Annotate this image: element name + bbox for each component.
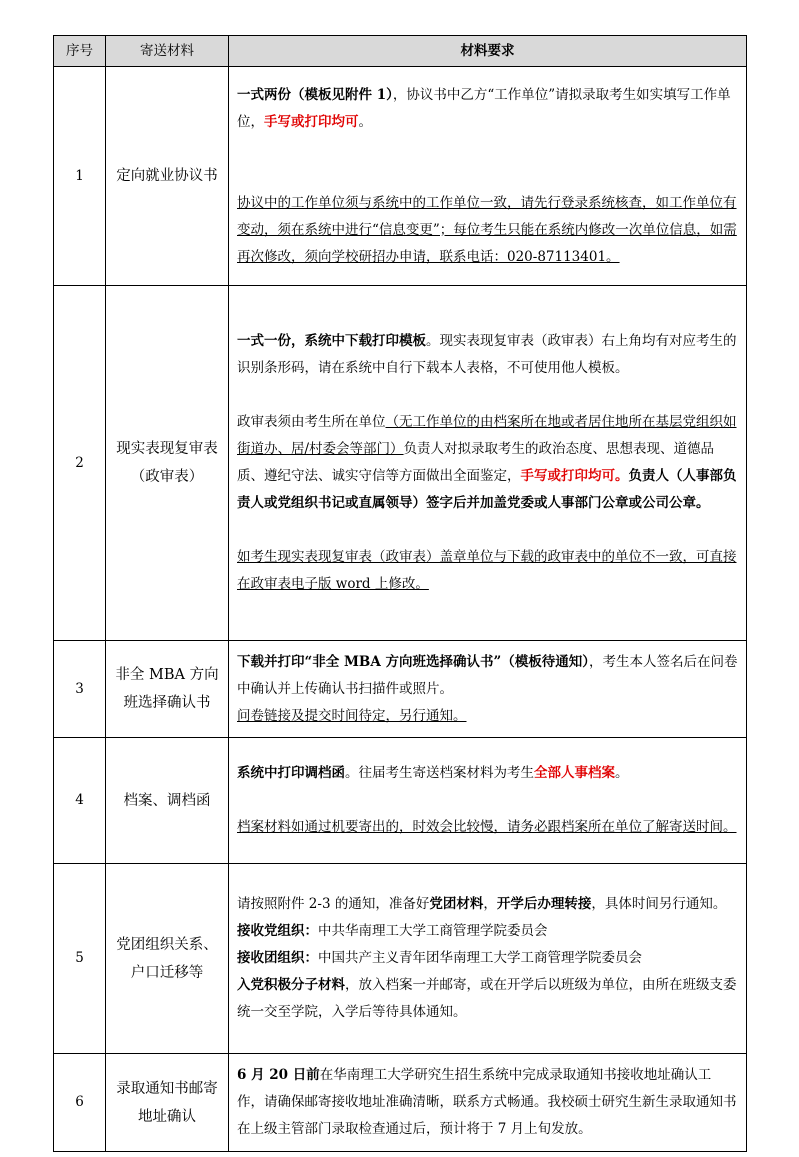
bold-text: 接收党组织： <box>237 923 318 939</box>
table-row <box>54 67 747 286</box>
highlight-text: 手写或打印均可 <box>264 113 359 130</box>
requirement-cell <box>229 641 747 738</box>
text: 。往届考生寄送档案材料为考生 <box>345 765 534 781</box>
text: 政审表须由考生所在单位 <box>237 414 386 430</box>
requirement-paragraph <box>237 760 738 787</box>
text: 负责人对拟录取考生的政治态度、思想表现、道德品质、遵纪守法、诚实守信等方面做出全面鉴定， <box>237 441 715 484</box>
table-row <box>54 864 747 1054</box>
text: ，具体时间另行通知。 <box>591 896 727 912</box>
row-number: 6 <box>54 1054 106 1152</box>
requirement-paragraph <box>237 328 738 382</box>
bold-text: 开学后办理转接 <box>496 896 592 912</box>
bold-text: 接收团组织： <box>237 950 318 966</box>
text: 在华南理工大学研究生招生系统中完成录取通知书接收地址确认工作，请确保邮寄接收地址准确清晰，联系方式畅通。我校硕士研究生新生录取通知书在上级主管部门录取检查通过后，预计将于 7 月上旬发放。 <box>237 1067 737 1137</box>
bold-text: 系统中打印调档函 <box>237 765 345 781</box>
row-number: 1 <box>54 67 106 286</box>
underlined-text: （无工作单位的由档案所在地或者居住地所在基层党组织如街道办、居/村委会等部门） <box>237 414 737 457</box>
text: 。现实表现复审表（政审表）右上角均有对应考生的识别条形码，请在系统中自行下载本人表格，不可使用他人模板。 <box>237 333 737 376</box>
text: 。 <box>358 113 372 130</box>
header-requirement: 材料要求 <box>229 36 747 67</box>
text: ，考生本人签名后在问卷中确认并上传确认书扫描件或照片。 <box>237 653 738 697</box>
material-name: 现实表现复审表（政审表） <box>106 286 229 641</box>
requirement-note: 问卷链接及提交时间待定，另行通知。 <box>237 707 467 724</box>
requirement-paragraph <box>237 918 738 945</box>
text: 。 <box>615 765 629 781</box>
text: 请按照附件 2-3 的通知，准备好 <box>237 896 430 912</box>
requirement-paragraph <box>237 972 738 1026</box>
bold-text: 负责人（人事部负责人或党组织书记或直属领导）签字后并加盖党委或人事部门公章或公司公章。 <box>237 468 737 511</box>
bold-text: 6 月 20 日前 <box>237 1067 320 1083</box>
requirement-paragraph <box>237 649 738 703</box>
table-header-row <box>54 36 747 67</box>
material-name: 党团组织关系、户口迁移等 <box>106 864 229 1054</box>
bold-text: 入党积极分子材料 <box>237 977 345 993</box>
row-number: 5 <box>54 864 106 1054</box>
text: 中共华南理工大学工商管理学院委员会 <box>318 923 548 939</box>
requirement-note: 如考生现实表现复审表（政审表）盖章单位与下载的政审表中的单位不一致，可直接在政审表电子版 word 上修改。 <box>237 549 737 592</box>
material-name: 非全 MBA 方向班选择确认书 <box>106 641 229 738</box>
header-material: 寄送材料 <box>106 36 229 67</box>
text: 中国共产主义青年团华南理工大学工商管理学院委员会 <box>318 950 642 966</box>
requirement-cell <box>229 1054 747 1152</box>
table-row <box>54 1054 747 1152</box>
bold-text: 一式一份，系统中下载打印模板 <box>237 333 426 349</box>
requirement-note: 档案材料如通过机要寄出的，时效会比较慢，请务必跟档案所在单位了解寄送时间。 <box>237 819 737 835</box>
table-row <box>54 641 747 738</box>
highlight-text: 手写或打印均可。 <box>520 468 629 484</box>
text: ，协议书中乙方“工作单位”请拟录取考生如实填写工作单位， <box>237 86 731 130</box>
text: ， <box>483 896 497 912</box>
table-row <box>54 738 747 864</box>
bold-text: 一式两份（模板见附件 1） <box>237 86 393 103</box>
row-number: 4 <box>54 738 106 864</box>
bold-text: 下载并打印“非全 MBA 方向班选择确认书”（模板待通知） <box>237 653 590 670</box>
material-name: 录取通知书邮寄地址确认 <box>106 1054 229 1152</box>
highlight-text: 全部人事档案 <box>534 765 615 781</box>
row-number: 3 <box>54 641 106 738</box>
requirement-paragraph <box>237 891 738 918</box>
row-number: 2 <box>54 286 106 641</box>
text: ，放入档案一并邮寄，或在开学后以班级为单位，由所在班级支委统一交至学院，入学后等待具体通知。 <box>237 977 737 1020</box>
requirement-paragraph <box>237 82 738 136</box>
table-row <box>54 286 747 641</box>
requirement-paragraph <box>237 1062 738 1143</box>
materials-table <box>53 35 747 1152</box>
requirement-cell <box>229 286 747 641</box>
material-name: 定向就业协议书 <box>106 67 229 286</box>
requirement-cell <box>229 738 747 864</box>
requirement-note: 协议中的工作单位须与系统中的工作单位一致，请先行登录系统核查，如工作单位有变动，须在系统中进行“信息变更”；每位考生只能在系统内修改一次单位信息，如需再次修改，须向学校研招办申请，联系电话：020-87113401。 <box>237 194 737 265</box>
requirement-paragraph <box>237 945 738 972</box>
requirement-cell <box>229 67 747 286</box>
header-no: 序号 <box>54 36 106 67</box>
material-name: 档案、调档函 <box>106 738 229 864</box>
bold-text: 党团材料 <box>429 896 484 912</box>
requirement-paragraph <box>237 409 738 517</box>
requirement-cell <box>229 864 747 1054</box>
